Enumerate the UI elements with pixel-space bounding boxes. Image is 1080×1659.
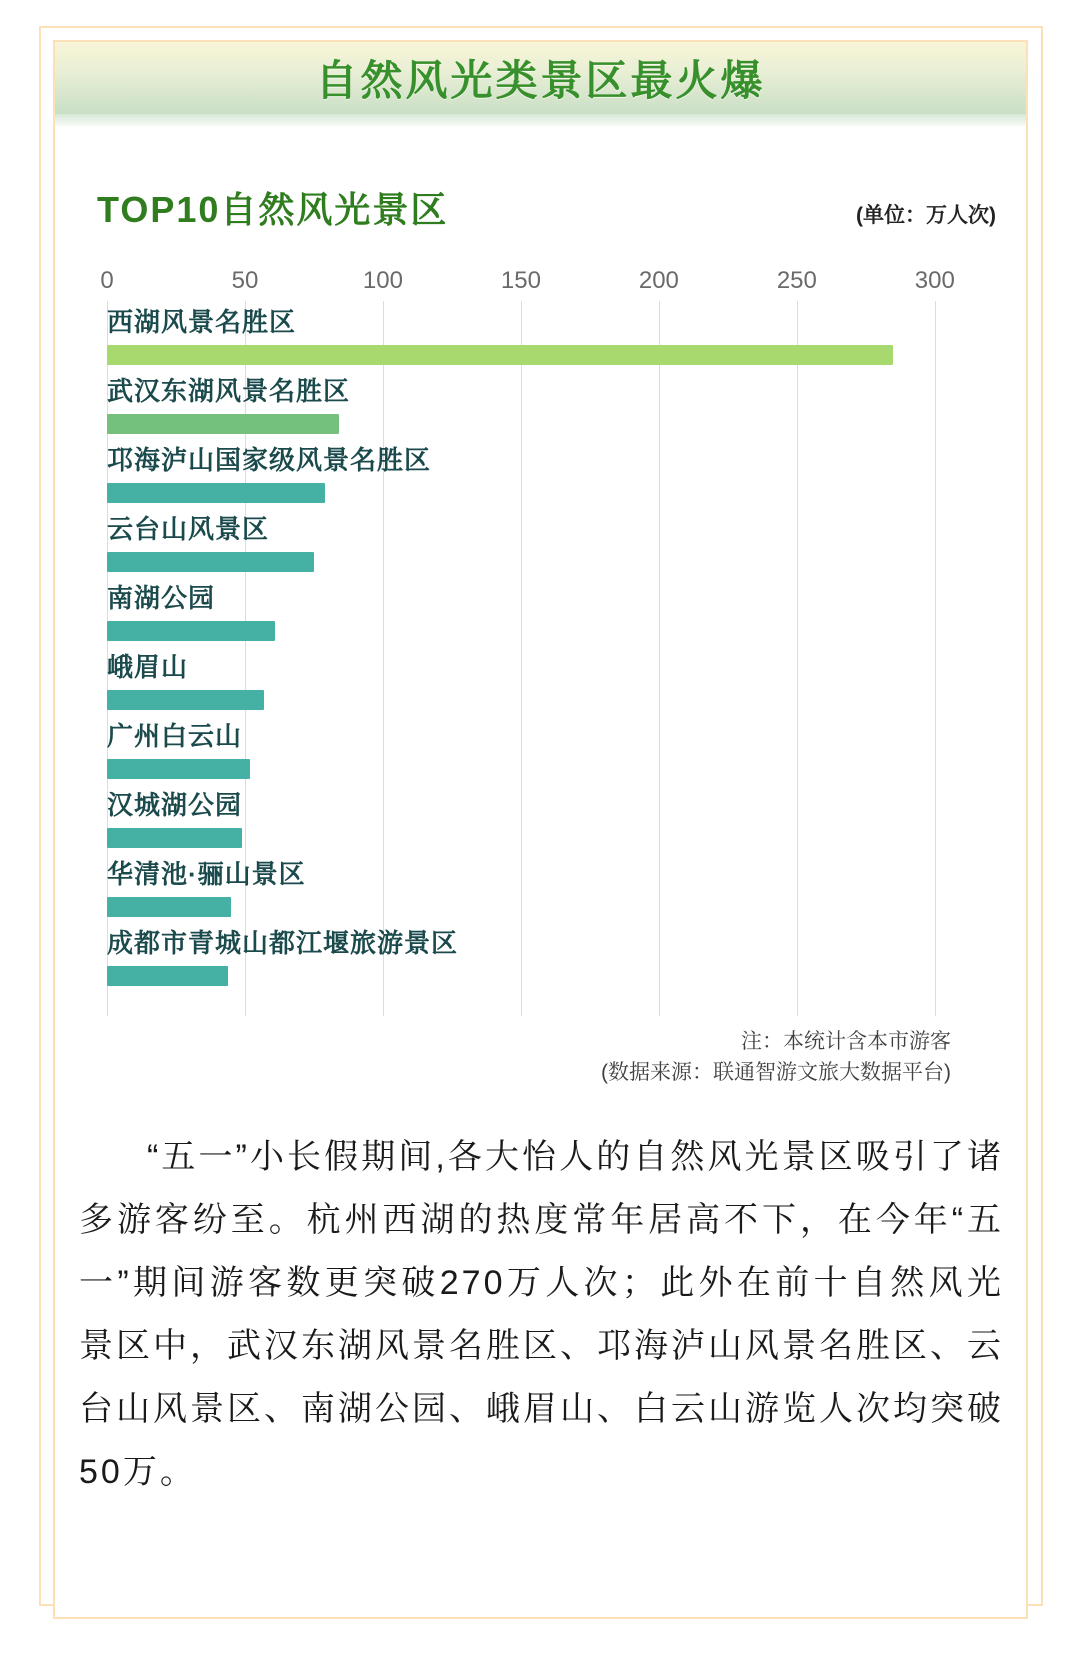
- chart-title: TOP10自然风光景区: [97, 189, 449, 230]
- body-paragraph: “五一”小长假期间,各大怡人的自然风光景区吸引了诸多游客纷至。杭州西湖的热度常年居高不下，在今年“五一”期间游客数更突破270万人次；此外在前十自然风光景区中，武汉东湖风景名胜区、邛海泸山风景名胜区、云台山风景区、南湖公园、峨眉山、白云山游览人次均突破50万。: [79, 1138, 1004, 1491]
- bar-label: 成都市青城山都江堰旅游景区: [107, 928, 459, 958]
- chart-notes: [55, 1026, 951, 1088]
- bar: [107, 966, 228, 986]
- bar-label: 汉城湖公园: [107, 790, 243, 820]
- chart-row: [107, 370, 990, 439]
- x-tick-label: 50: [231, 267, 259, 294]
- bar: [107, 759, 250, 779]
- page-title: 自然风光类景区最火爆: [315, 57, 766, 104]
- chart-row: [107, 715, 990, 784]
- banner-underlay: [55, 114, 1026, 126]
- chart-row: [107, 784, 990, 853]
- bar: [107, 828, 242, 848]
- x-tick-label: 150: [500, 267, 541, 294]
- chart-rows: [107, 301, 990, 991]
- bar-label: 南湖公园: [107, 583, 216, 613]
- bar: [107, 414, 339, 434]
- chart-row: [107, 853, 990, 922]
- bar: [107, 621, 275, 641]
- bar: [107, 345, 893, 365]
- bar: [107, 552, 314, 572]
- x-tick-label: 300: [914, 267, 955, 294]
- bar: [107, 897, 231, 917]
- note-line-1: 注：本统计含本市游客: [741, 1030, 951, 1053]
- chart-row: [107, 646, 990, 715]
- x-tick-label: 100: [362, 267, 403, 294]
- bar-label: 云台山风景区: [107, 514, 270, 544]
- x-tick-label: 250: [776, 267, 817, 294]
- chart-row: [107, 439, 990, 508]
- chart-row: [107, 301, 990, 370]
- x-axis-ticks: [100, 267, 990, 301]
- unit-label: (单位：万人次): [856, 204, 996, 227]
- bar-label: 华清池·骊山景区: [107, 859, 306, 889]
- note-line-2: (数据来源：联通智游文旅大数据平台): [601, 1061, 951, 1084]
- x-tick-label: 200: [638, 267, 679, 294]
- header-banner: [55, 42, 1026, 114]
- bar-label: 峨眉山: [107, 652, 189, 682]
- x-tick-label: 0: [100, 267, 114, 294]
- chart-row: [107, 922, 990, 991]
- chart-row: [107, 508, 990, 577]
- bar-label: 武汉东湖风景名胜区: [107, 376, 351, 406]
- bar-label: 广州白云山: [107, 721, 243, 751]
- bar-label: 西湖风景名胜区: [107, 307, 297, 337]
- chart-header: [97, 182, 996, 233]
- bar-label: 邛海泸山国家级风景名胜区: [107, 445, 432, 475]
- bar: [107, 690, 264, 710]
- bar: [107, 483, 325, 503]
- chart-row: [107, 577, 990, 646]
- content-card: [53, 40, 1028, 1619]
- bar-chart: [100, 267, 990, 1016]
